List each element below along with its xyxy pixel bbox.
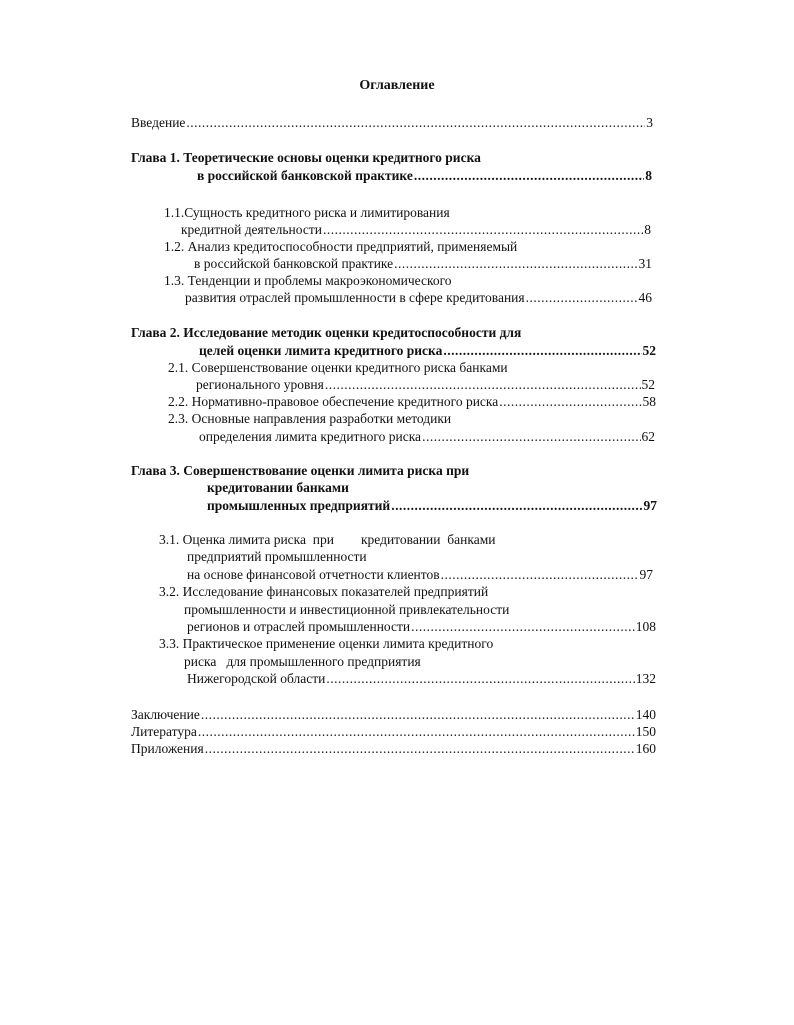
dot-leader (526, 289, 638, 306)
dot-leader (441, 566, 639, 583)
toc-page-number: 8 (645, 168, 652, 183)
dot-leader (201, 706, 635, 723)
chapter-1-heading: Глава 1. Теоретические основы оценки кредитного риска (131, 150, 481, 165)
dot-leader (499, 393, 641, 410)
section-3-1-line-1: 3.1. Оценка лимита риска при кредитовании банками (159, 532, 496, 547)
toc-entry-appendix (131, 740, 656, 757)
toc-label: промышленных предприятий (207, 498, 391, 513)
toc-entry-section-1-1 (181, 221, 651, 238)
chapter-2-heading: Глава 2. Исследование методик оценки кредитоспособности для (131, 325, 522, 340)
dot-leader (394, 255, 637, 272)
dot-leader (205, 740, 635, 757)
toc-label: Введение (131, 115, 186, 130)
toc-entry-section-2-3 (199, 428, 655, 445)
toc-page-number: 140 (635, 707, 656, 722)
section-3-2-line-2: промышленности и инвестиционной привлекательности (184, 602, 510, 617)
toc-entry-conclusion (131, 706, 656, 723)
section-3-3-line-2: риска для промышленного предприятия (184, 654, 421, 669)
dot-leader (422, 428, 640, 445)
dot-leader (411, 618, 635, 635)
toc-entry-literature (131, 723, 656, 740)
section-1-2-line-1: 1.2. Анализ кредитоспособности предприятий, применяемый (164, 239, 518, 254)
toc-entry-section-1-3 (185, 289, 652, 306)
toc-entry-section-3-3 (187, 670, 656, 687)
toc-page-number: 46 (638, 290, 652, 305)
toc-page-number: 62 (641, 429, 655, 444)
toc-label: на основе финансовой отчетности клиентов (187, 567, 440, 582)
toc-label: целей оценки лимита кредитного риска (199, 343, 443, 358)
section-3-1-line-2: предприятий промышленности (187, 549, 367, 564)
toc-label: в российской банковской практике (194, 256, 394, 271)
toc-label: определения лимита кредитного риска (199, 429, 422, 444)
toc-entry-chapter-3 (207, 497, 657, 514)
toc-label: Нижегородской области (187, 671, 326, 686)
section-3-3-line-1: 3.3. Практическое применение оценки лимита кредитного (159, 636, 494, 651)
section-3-2-line-1: 3.2. Исследование финансовых показателей предприятий (159, 584, 489, 599)
dot-leader (325, 376, 641, 393)
toc-label: кредитной деятельности (181, 222, 322, 237)
toc-label: развития отраслей промышленности в сфере кредитования (185, 290, 525, 305)
toc-label: Заключение (131, 707, 200, 722)
toc-label: регионов и отраслей промышленности (187, 619, 411, 634)
toc-page-number: 31 (638, 256, 652, 271)
toc-label: Литература (131, 724, 197, 739)
dot-leader (391, 497, 642, 514)
toc-page-number: 108 (635, 619, 656, 634)
toc-page-number: 52 (642, 343, 656, 358)
dot-leader (443, 342, 641, 359)
toc-entry-section-3-1 (187, 566, 653, 583)
toc-page-number: 97 (643, 498, 657, 513)
toc-page-number: 160 (635, 741, 656, 756)
toc-entry-section-2-1 (196, 376, 655, 393)
toc-entry-chapter-1 (197, 167, 652, 184)
toc-page-number: 8 (644, 222, 651, 237)
toc-page-number: 3 (646, 115, 653, 130)
toc-page-number: 97 (639, 567, 653, 582)
section-2-1-line-1: 2.1. Совершенствование оценки кредитного риска банками (168, 360, 508, 375)
dot-leader (198, 723, 635, 740)
dot-leader (326, 670, 634, 687)
section-1-3-line-1: 1.3. Тенденции и проблемы макроэкономического (164, 273, 452, 288)
section-2-3-line-1: 2.3. Основные направления разработки методики (168, 411, 452, 426)
toc-page-number: 58 (642, 394, 656, 409)
toc-label: в российской банковской практике (197, 168, 413, 183)
section-1-1-line-1: 1.1.Сущность кредитного риска и лимитирования (164, 205, 450, 220)
toc-entry-chapter-2 (199, 342, 656, 359)
toc-entry-section-3-2 (187, 618, 656, 635)
toc-label: 2.2. Нормативно-правовое обеспечение кредитного риска (168, 394, 499, 409)
dot-leader (186, 114, 645, 131)
chapter-3-heading-line-2: кредитовании банками (207, 480, 349, 495)
toc-page-number: 132 (635, 671, 656, 686)
dot-leader (414, 167, 644, 184)
toc-entry-intro (131, 114, 653, 131)
toc-page-number: 150 (635, 724, 656, 739)
toc-entry-section-2-2 (168, 393, 656, 410)
toc-page-number: 52 (641, 377, 655, 392)
toc-label: регионального уровня (196, 377, 324, 392)
dot-leader (323, 221, 643, 238)
toc-entry-section-1-2 (194, 255, 652, 272)
toc-label: Приложения (131, 741, 204, 756)
chapter-3-heading-line-1: Глава 3. Совершенствование оценки лимита риска при (131, 463, 470, 478)
page-title: Оглавление (359, 78, 435, 93)
